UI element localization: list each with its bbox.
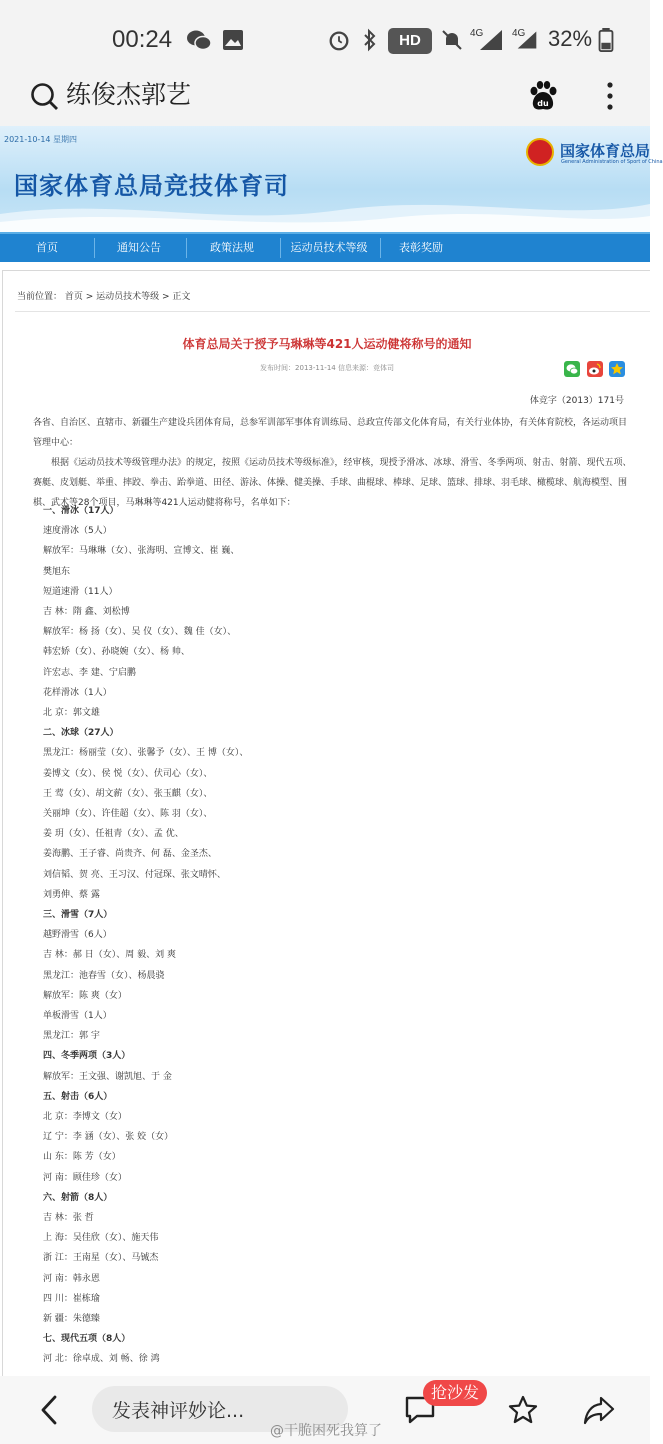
list-item: 花样滑冰（1人） bbox=[43, 687, 112, 698]
site-banner bbox=[0, 126, 663, 232]
list-item: 解放军：杨 扬（女）、吴 仪（女）、魏 佳（女）、 bbox=[43, 627, 237, 638]
list-item: 解放军：王文强、谢凯旭、于 金 bbox=[43, 1071, 172, 1082]
comment-badge: 抢沙发 bbox=[423, 1380, 487, 1406]
svg-text:du: du bbox=[537, 99, 549, 108]
favorite-star-icon[interactable] bbox=[507, 1394, 539, 1426]
nav-awards[interactable]: 表彰奖励 bbox=[399, 241, 443, 254]
status-time: 00:24 bbox=[112, 26, 173, 53]
article-container bbox=[2, 270, 650, 1380]
list-item: 韩宏娇（女）、孙晓婉（女）、杨 帅、 bbox=[43, 647, 190, 658]
gallery-icon bbox=[222, 28, 244, 52]
list-section-heading: 七、现代五项（8人） bbox=[43, 1334, 131, 1345]
wechat-icon bbox=[186, 28, 212, 52]
document-number: 体竞字（2013）171号 bbox=[529, 396, 624, 406]
more-vertical-icon[interactable] bbox=[600, 80, 620, 112]
battery-icon bbox=[598, 28, 614, 52]
list-section-heading: 六、射箭（8人） bbox=[43, 1192, 113, 1203]
signal-icon bbox=[478, 28, 504, 52]
article-title: 体育总局关于授予马琳琳等421人运动健将称号的通知 bbox=[182, 337, 472, 351]
national-emblem-icon bbox=[526, 138, 554, 166]
search-query[interactable]: 练俊杰郭艺 bbox=[66, 80, 192, 109]
nav-athlete-grades[interactable]: 运动员技术等级 bbox=[290, 241, 368, 254]
list-item: 刘勇伸、蔡 露 bbox=[43, 889, 100, 900]
list-item: 吉 林：张 哲 bbox=[43, 1213, 94, 1223]
nav-divider bbox=[380, 238, 381, 258]
list-item: 刘信韬、贺 亮、王习汉、付冠琛、张文晴怀、 bbox=[43, 869, 226, 880]
list-item: 姜海鹏、王子睿、尚贵齐、何 磊、金圣杰、 bbox=[43, 849, 217, 860]
back-arrow-icon[interactable] bbox=[38, 1394, 60, 1426]
list-item: 樊旭东 bbox=[43, 566, 71, 577]
article-body: 根据《运动员技术等级管理办法》的规定，按照《运动员技术等级标准》，经审核，现授予滑冰、冰球、滑雪、冬季两项、射击、射箭、现代五项、赛艇、皮划艇、举重、摔跤、拳击、跆拳道、田径、游泳、体操、健美操、手球、曲棍球、棒球、足球、篮球、排球、羽毛球、橄榄球、航海模型、围棋、武术等28个项目，马琳琳等421人运动健将称号，名单如下： bbox=[33, 458, 632, 508]
weibo-watermark: @干脆困死我算了 bbox=[270, 1423, 382, 1439]
nav-home[interactable]: 首页 bbox=[36, 241, 58, 254]
list-section-heading: 四、冬季两项（3人） bbox=[43, 1051, 131, 1062]
signal-icon-2 bbox=[516, 28, 538, 52]
list-item: 许宏志、李 建、宁启鹏 bbox=[43, 667, 136, 678]
list-item: 浙 江：王南星（女）、马铖杰 bbox=[43, 1253, 159, 1264]
list-item: 黑龙江：郭 宇 bbox=[43, 1031, 100, 1042]
hd-badge: HD bbox=[388, 28, 432, 54]
signal-label-1: 4G bbox=[470, 28, 484, 39]
nav-divider bbox=[94, 238, 95, 258]
baidu-paw-icon[interactable] bbox=[527, 80, 559, 112]
site-org: 国家体育总局 bbox=[560, 142, 651, 160]
comment-placeholder: 发表神评妙论... bbox=[112, 1400, 245, 1422]
list-item: 上 海：吴佳欣（女）、施天伟 bbox=[43, 1233, 159, 1244]
site-org-en: General Administration of Sport of China bbox=[561, 159, 663, 165]
bluetooth-icon bbox=[362, 28, 378, 52]
search-icon[interactable] bbox=[30, 82, 60, 112]
mute-bell-icon bbox=[440, 28, 464, 52]
nav-divider bbox=[186, 238, 187, 258]
weibo-share-icon[interactable] bbox=[587, 361, 603, 377]
list-item: 解放军：马琳琳（女）、张海明、宣博文、崔 巍、 bbox=[43, 546, 240, 557]
list-item: 姜 玥（女）、任祖青（女）、孟 优、 bbox=[43, 829, 184, 840]
list-item: 单板滑雪（1人） bbox=[43, 1011, 112, 1021]
site-title: 国家体育总局竞技体育司 bbox=[14, 172, 289, 200]
list-item: 越野滑雪（6人） bbox=[43, 930, 112, 941]
list-item: 速度滑冰（5人） bbox=[43, 526, 112, 537]
alarm-icon bbox=[326, 28, 352, 52]
list-section-heading: 二、冰球（27人） bbox=[43, 728, 119, 739]
list-item: 四 川：崔栋瑜 bbox=[43, 1293, 100, 1304]
list-item: 辽 宁：李 涵（女）、张 姣（女） bbox=[43, 1132, 174, 1143]
list-item: 北 京：李博文（女） bbox=[43, 1112, 127, 1122]
list-section-heading: 三、滑雪（7人） bbox=[43, 910, 113, 920]
article-intro: 各省、自治区、直辖市、新疆生产建设兵团体育局，总参军训部军事体育训练局、总政宣传部文化体育局，有关行业体协，有关体育院校，各运动项目管理中心： bbox=[33, 418, 628, 448]
list-section-heading: 五、射击（6人） bbox=[43, 1091, 113, 1102]
share-arrow-icon[interactable] bbox=[582, 1394, 616, 1426]
list-item: 黑龙江：杨丽莹（女）、张馨予（女）、王 博（女）、 bbox=[43, 748, 249, 759]
status-bar bbox=[0, 0, 650, 80]
breadcrumb[interactable]: 当前位置： 首页 > 运动员技术等级 > 正文 bbox=[17, 292, 191, 302]
list-item: 吉 林：隋 鑫、刘松博 bbox=[43, 607, 130, 617]
web-content bbox=[0, 126, 663, 1376]
list-item: 河 南：韩永恩 bbox=[43, 1273, 100, 1284]
nav-notices[interactable]: 通知公告 bbox=[117, 241, 161, 254]
article-meta: 发布时间：2013-11-14 信息来源：竞体司 bbox=[260, 364, 394, 372]
list-item: 解放军：陈 爽（女） bbox=[43, 990, 127, 1001]
nav-divider bbox=[280, 238, 281, 258]
list-item: 姜博文（女）、侯 悦（女）、伏司心（女）、 bbox=[43, 768, 213, 779]
list-item: 王 莺（女）、胡文薪（女）、张玉麒（女）、 bbox=[43, 788, 213, 799]
qzone-share-icon[interactable] bbox=[609, 361, 625, 377]
battery-percent: 32% bbox=[548, 26, 593, 51]
list-item: 短道速滑（11人） bbox=[43, 586, 118, 597]
list-item: 新 疆：朱德臻 bbox=[43, 1314, 100, 1324]
list-item: 河 南：顾佳珍（女） bbox=[43, 1172, 127, 1183]
list-item: 山 东：陈 芳（女） bbox=[43, 1152, 121, 1163]
search-bar[interactable] bbox=[0, 80, 650, 126]
list-item: 河 北：徐卓成、刘 畅、徐 鸿 bbox=[43, 1354, 160, 1365]
divider bbox=[15, 311, 650, 312]
site-nav bbox=[0, 232, 650, 262]
wechat-share-icon[interactable] bbox=[564, 361, 580, 377]
list-item: 黑龙江：池春雪（女）、杨晨骁 bbox=[43, 970, 165, 981]
list-item: 关丽坤（女）、许佳超（女）、陈 羽（女）、 bbox=[43, 809, 213, 819]
list-section-heading: 一、滑冰（17人） bbox=[43, 506, 119, 516]
list-item: 吉 林：郝 日（女）、周 毅、刘 爽 bbox=[43, 950, 176, 961]
list-item: 北 京：郭文雄 bbox=[43, 708, 100, 718]
site-date: 2021-10-14 星期四 bbox=[4, 135, 78, 144]
nav-policies[interactable]: 政策法规 bbox=[210, 241, 254, 254]
bottom-bar bbox=[0, 1376, 650, 1444]
signal-label-2: 4G bbox=[512, 28, 526, 39]
